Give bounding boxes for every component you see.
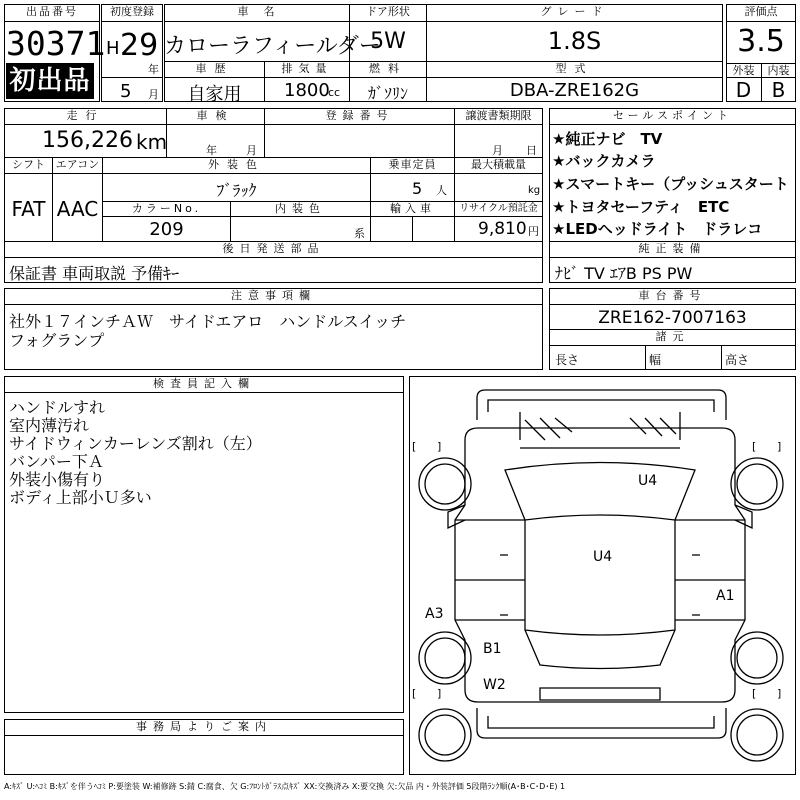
inspection-year-unit: 年 (206, 144, 217, 157)
recycle-header: リサイクル預託金 (459, 203, 538, 214)
svg-text:[: [ (412, 687, 417, 700)
svg-text:]: ] (777, 440, 782, 453)
caution-line: 社外１７インチＡＷ サイドエアロ ハンドルスイッチ (9, 312, 407, 331)
recycle-unit: 円 (528, 225, 539, 238)
mileage-header: 走行 (66, 109, 105, 122)
inspector-line: ボディ上部小Ｕ多い (9, 488, 152, 507)
rating-header: 評価点 (744, 5, 778, 18)
registration-month: 5 (120, 81, 132, 102)
left-rear-door-damage-mark: A3 (425, 606, 444, 622)
aircon-header: エアコン (55, 158, 100, 171)
model-code-header: 型式 (555, 62, 594, 75)
history-header: 車歴 (195, 62, 234, 75)
caution-line: フォグランプ (9, 331, 105, 350)
recycle-value: 9,810 (478, 219, 527, 239)
registration-era: H (106, 38, 120, 59)
ext-color-value: ﾌﾞﾗｯｸ (216, 181, 257, 200)
color-no-value: 209 (149, 219, 184, 240)
sales-points-header: セールスポイント (612, 109, 732, 122)
rear-bumper-damage-mark: W2 (483, 677, 506, 693)
inspection-header: 車検 (196, 109, 235, 122)
import-header: 輸入車 (390, 202, 435, 215)
sales-point-item: ★トヨタセーフティ ETC (552, 198, 730, 216)
registration-header: 初度登録 (110, 5, 154, 18)
sales-point-item: ★LEDヘッドライト ドラレコ (552, 220, 763, 238)
factory-equipment-header: 純正装備 (638, 242, 707, 255)
inspector-line: 室内薄汚れ (9, 416, 90, 435)
caution-header: 注意事項欄 (231, 289, 316, 302)
aircon-value: AAC (56, 197, 99, 221)
chassis-value: ZRE162-7007163 (598, 308, 747, 328)
left-rear-quarter-damage-mark: B1 (483, 641, 502, 657)
inspector-line: ハンドルすれ (9, 398, 106, 417)
load-header: 最大積載量 (471, 158, 526, 171)
history-value: 自家用 (187, 84, 242, 105)
office-header: 事務局よりご案内 (136, 720, 272, 733)
exterior-rating-header: 外装 (732, 64, 755, 77)
svg-text:]: ] (777, 687, 782, 700)
shift-value: FAT (11, 197, 46, 221)
door-value: 5W (370, 29, 406, 54)
door-header: ドア形状 (366, 5, 410, 18)
capacity-header: 乗車定員 (388, 158, 437, 171)
factory-equipment-value: ﾅﾋﾞ TV ｴｱB PS PW (555, 264, 693, 283)
later-parts-value: 保証書 車両取説 予備ｷｰ (9, 264, 180, 283)
plate-header: 登録番号 (325, 109, 394, 122)
dimension-length-label: 長さ (555, 353, 580, 367)
registration-month-unit: 月 (148, 88, 159, 101)
hood-damage-mark: U4 (593, 549, 613, 565)
roof-damage-mark: U4 (638, 473, 658, 489)
right-front-door-damage-mark: A1 (716, 588, 735, 604)
inspector-line: 外装小傷有り (9, 470, 106, 489)
dimensions-header: 諸元 (655, 330, 690, 343)
fuel-value: ｶﾞｿﾘﾝ (367, 84, 408, 103)
later-parts-header: 後日発送部品 (222, 242, 325, 255)
interior-rating: B (771, 78, 786, 102)
grade-header: グレード (540, 5, 609, 18)
int-color-unit: 系 (354, 227, 365, 240)
displacement-header: 排気量 (281, 62, 333, 75)
fuel-header: 燃料 (369, 62, 407, 75)
dimension-height-label: 高さ (725, 353, 750, 367)
mileage-unit: km (136, 130, 168, 154)
car-name-header: 車 名 (237, 5, 277, 18)
car-name-value: カローラフィールダー (164, 34, 381, 59)
model-code-value: DBA-ZRE162G (509, 80, 640, 101)
transfer-day-unit: 日 (526, 144, 537, 157)
registration-year: 29 (120, 28, 159, 63)
ext-color-header: 外装色 (208, 158, 265, 171)
legend-text: A:ｷｽﾞ U:ﾍｺﾐ B:ｷｽﾞを伴うﾍｺﾐ P:要塗装 W:補修跡 S:錆 C:腐食、欠 G:ﾌﾛﾝﾄｶﾞﾗｽ点ｷｽﾞ XX:交換済み X:要交換 欠:欠品 内・外装評価 5段階ﾗﾝｸ順(A･B･C･D･E) 1 (4, 782, 566, 791)
chassis-header: 車台番号 (638, 289, 707, 302)
exterior-rating: D (735, 78, 752, 102)
grade-value: 1.8S (547, 27, 602, 55)
int-color-header: 内装色 (275, 202, 326, 215)
inspector-line: サイドウィンカーレンズ割れ（左） (9, 434, 262, 453)
interior-rating-header: 内装 (767, 64, 790, 77)
first-listing-badge: 初出品 (6, 63, 94, 99)
svg-text:]: ] (437, 687, 442, 700)
shift-header: シフト (12, 158, 45, 171)
capacity-value: 5 (412, 179, 423, 198)
inspector-header: 検査員記入欄 (153, 377, 255, 390)
displacement-unit: cc (328, 86, 341, 99)
color-no-header: カラーNo. (131, 202, 202, 215)
lot-number: 30371 (6, 24, 106, 63)
sales-point-item: ★スマートキー（プッシュスタート (552, 175, 789, 193)
lot-header: 出品番号 (26, 5, 78, 18)
transfer-header: 譲渡書類期限 (465, 109, 532, 122)
sales-point-item: ★純正ナビ TV (552, 130, 663, 148)
rating-value: 3.5 (737, 24, 785, 59)
registration-year-unit: 年 (148, 63, 159, 76)
sales-point-item: ★バックカメラ (552, 152, 656, 170)
svg-text:[: [ (752, 687, 757, 700)
svg-text:[: [ (752, 440, 757, 453)
mileage-value: 156,226 (42, 128, 133, 153)
transfer-month-unit: 月 (492, 144, 503, 157)
svg-text:[: [ (412, 440, 417, 453)
load-unit: kg (528, 185, 541, 196)
svg-text:]: ] (437, 440, 442, 453)
inspection-month-unit: 月 (246, 144, 257, 157)
displacement-value: 1800 (284, 80, 330, 101)
dimension-width-label: 幅 (649, 353, 662, 367)
inspector-line: バンパー下Ａ (9, 452, 104, 471)
capacity-unit: 人 (436, 184, 447, 197)
